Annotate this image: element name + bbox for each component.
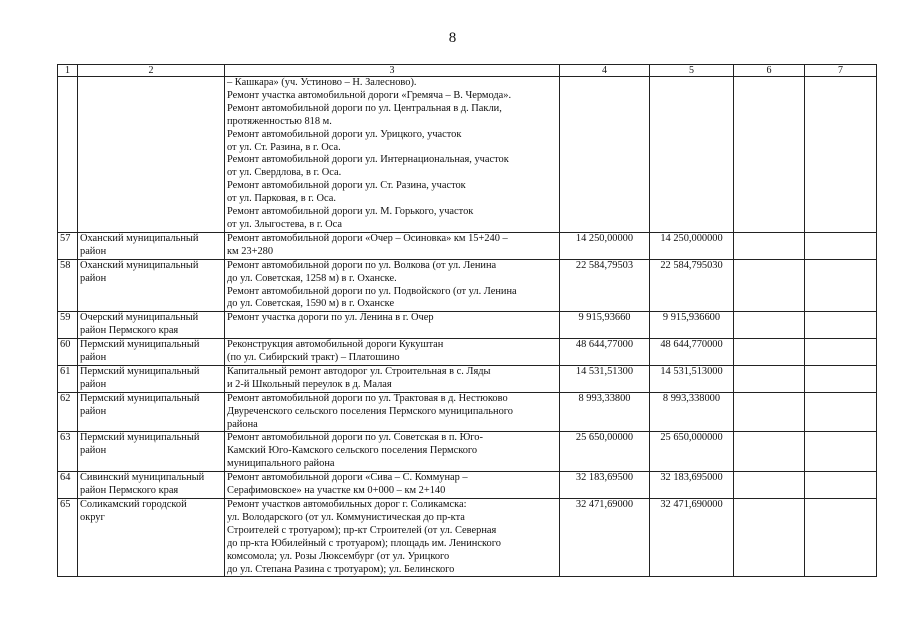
table-row [58,232,877,259]
column-header: 3 [225,65,560,77]
description-line: Камский Юго-Камского сельского поселения Пермского [227,445,478,457]
amount-cell: 14 250,00000 [560,232,650,259]
region-line: район [80,272,107,284]
row-number-cell [58,77,78,233]
amount-cell: 32 183,69500 [560,472,650,499]
description-line: от ул. Злыгостева, в г. Оса [227,218,342,230]
empty-cell [805,232,877,259]
amount-cell: 14 531,51300 [560,365,650,392]
description-cell [225,339,560,366]
region-line: Соликамский городской [80,499,187,510]
description-line: муниципального района [227,458,335,470]
empty-cell [734,432,805,472]
empty-cell [734,259,805,312]
description-line: от ул. Свердлова, в г. Оса. [227,167,342,179]
region-line: район Пермского края [80,325,179,337]
region-cell [78,259,225,312]
description-cell [225,499,560,577]
column-header: 7 [805,65,877,77]
description-line: от ул. Ст. Разина, в г. Оса. [227,141,341,153]
description-line: Ремонт автомобильной дороги по ул. Советская в п. Юго- [227,432,483,444]
amount-cell: 25 650,000000 [650,432,734,472]
empty-cell [734,472,805,499]
row-number-cell: 63 [58,432,78,472]
row-number-cell: 59 [58,312,78,339]
region-cell [78,392,225,432]
page-number: 8 [448,30,457,46]
description-line: района [227,418,258,430]
description-line: Ремонт автомобильной дороги ул. Интернациональная, участок [227,154,509,166]
table-row [58,432,877,472]
region-line: Пермский муниципальный [80,432,200,444]
empty-cell [734,499,805,577]
table-row [58,499,877,577]
region-cell [78,472,225,499]
description-line: Ремонт участка автомобильной дороги «Гремяча – В. Чермода». [227,89,512,101]
amount-cell: 22 584,79503 [560,259,650,312]
description-line: Ремонт автомобильной дороги по ул. Трактовая в д. Нестюково [227,392,508,404]
description-line: Ремонт автомобильной дороги «Очер – Осиновка» км 15+240 – [227,232,508,244]
empty-cell [734,392,805,432]
amount-cell: 8 993,33800 [560,392,650,432]
description-line: – Кашкара» (уч. Устиново – Н. Залесново). [227,77,417,88]
amount-cell: 32 471,69000 [560,499,650,577]
table-row [58,339,877,366]
region-line: район [80,445,107,457]
description-line: Ремонт автомобильной дороги ул. Урицкого, участок [227,128,462,140]
region-line: округ [80,511,105,523]
empty-cell [805,339,877,366]
empty-cell [805,392,877,432]
table-row [58,365,877,392]
description-line: до пр-кта Юбилейный с тротуаром); площадь им. Ленинского [227,537,501,549]
table-row [58,312,877,339]
description-line: до ул. Советская, 1258 м) в г. Оханске. [227,272,397,284]
amount-cell: 14 531,513000 [650,365,734,392]
region-line: Оханский муниципальный [80,259,199,271]
column-header: 2 [78,65,225,77]
description-line: до ул. Степана Разина с тротуаром); ул. Белинского [227,563,455,575]
table-row [58,472,877,499]
table-row [58,259,877,312]
description-cell [225,432,560,472]
empty-cell [734,232,805,259]
row-number-cell: 65 [58,499,78,577]
description-line: Ремонт участка дороги по ул. Ленина в г. Очер [227,312,434,324]
description-line: ул. Володарского (от ул. Коммунистическая до пр-кта [227,511,465,523]
region-line: Пермский муниципальный [80,365,200,377]
description-cell [225,259,560,312]
row-number-cell: 62 [58,392,78,432]
empty-cell [805,365,877,392]
description-line: до ул. Советская, 1590 м) в г. Оханске [227,298,395,310]
description-line: Серафимовское» на участке км 0+000 – км 2+140 [227,485,446,497]
budget-table [57,64,877,577]
description-line: Ремонт автомобильной дороги по ул. Волкова (от ул. Ленина [227,259,497,271]
description-line: Ремонт автомобильной дороги «Сива – С. Коммунар – [227,472,468,484]
description-line: и 2-й Школьный переулок в д. Малая [227,378,392,390]
region-cell [78,312,225,339]
region-line: район [80,245,107,257]
description-cell [225,232,560,259]
description-cell [225,472,560,499]
column-header: 5 [650,65,734,77]
region-line: Оханский муниципальный [80,232,199,244]
amount-cell [650,77,734,233]
description-line: Ремонт участков автомобильных дорог г. Соликамска: [227,499,467,510]
description-line: протяженностью 818 м. [227,115,332,127]
region-line: Сивинский муниципальный [80,472,205,484]
table-row [58,392,877,432]
empty-cell [805,432,877,472]
row-number-cell: 57 [58,232,78,259]
amount-cell: 48 644,770000 [650,339,734,366]
region-cell [78,339,225,366]
description-line: (по ул. Сибирский тракт) – Платошино [227,352,400,364]
amount-cell [560,77,650,233]
region-line: Пермский муниципальный [80,339,200,351]
description-cell [225,77,560,233]
empty-cell [734,339,805,366]
description-line: Ремонт автомобильной дороги ул. М. Горького, участок [227,206,474,218]
description-line: Реконструкция автомобильной дороги Кукуштан [227,339,444,351]
description-cell [225,365,560,392]
description-line: от ул. Парковая, в г. Оса. [227,193,336,205]
description-line: Ремонт автомобильной дороги ул. Ст. Разина, участок [227,180,466,192]
region-line: Пермский муниципальный [80,392,200,404]
empty-cell [734,77,805,233]
row-number-cell: 61 [58,365,78,392]
description-line: Капитальный ремонт автодорог ул. Строительная в с. Ляды [227,365,491,377]
empty-cell [734,312,805,339]
empty-cell [805,77,877,233]
amount-cell: 22 584,795030 [650,259,734,312]
empty-cell [805,259,877,312]
table-row [58,77,877,233]
row-number-cell: 60 [58,339,78,366]
amount-cell: 8 993,338000 [650,392,734,432]
description-cell [225,312,560,339]
empty-cell [805,499,877,577]
amount-cell: 32 471,690000 [650,499,734,577]
table-header-row [58,65,877,77]
region-line: район [80,352,107,364]
region-cell [78,77,225,233]
description-cell [225,392,560,432]
amount-cell: 25 650,00000 [560,432,650,472]
amount-cell: 32 183,695000 [650,472,734,499]
region-line: район [80,378,107,390]
empty-cell [805,472,877,499]
amount-cell: 14 250,000000 [650,232,734,259]
empty-cell [805,312,877,339]
row-number-cell: 58 [58,259,78,312]
description-line: км 23+280 [227,245,274,257]
description-line: Строителей с тротуаром); пр-кт Строителей (от ул. Северная [227,524,497,536]
column-header: 4 [560,65,650,77]
region-line: район Пермского края [80,485,179,497]
region-line: Очерский муниципальный [80,312,199,324]
region-cell [78,499,225,577]
description-line: Двуреченского сельского поселения Пермского муниципального [227,405,513,417]
row-number-cell: 64 [58,472,78,499]
amount-cell: 48 644,77000 [560,339,650,366]
empty-cell [734,365,805,392]
amount-cell: 9 915,93660 [560,312,650,339]
amount-cell: 9 915,936600 [650,312,734,339]
description-line: комсомола; ул. Розы Люксембург (от ул. Урицкого [227,550,450,562]
region-line: район [80,405,107,417]
region-cell [78,232,225,259]
column-header: 6 [734,65,805,77]
region-cell [78,432,225,472]
region-cell [78,365,225,392]
column-header: 1 [58,65,78,77]
description-line: Ремонт автомобильной дороги по ул. Центральная в д. Пакли, [227,102,502,114]
description-line: Ремонт автомобильной дороги по ул. Подвойского (от ул. Ленина [227,285,517,297]
